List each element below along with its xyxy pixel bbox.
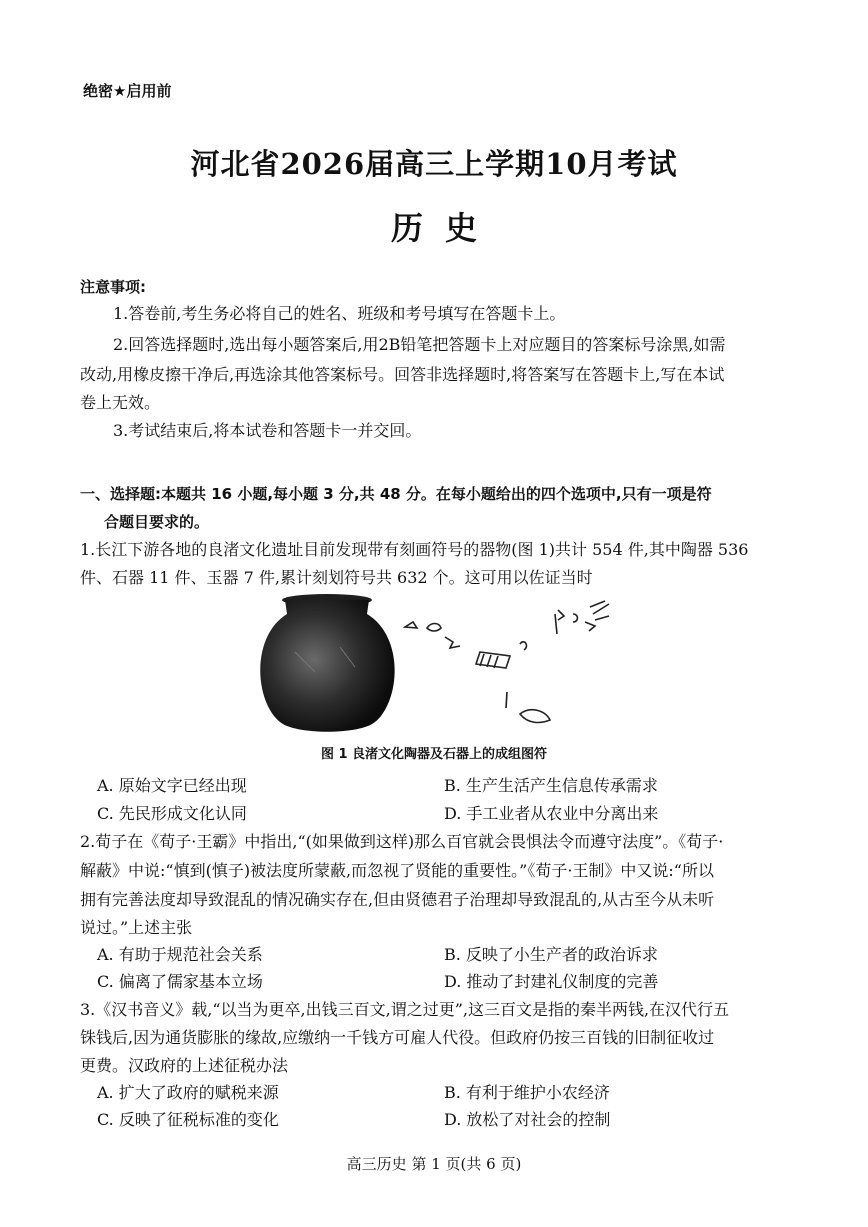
note-item: 卷上无效。 — [80, 393, 161, 412]
question-2-line: 解蔽》中说:“慎到(慎子)被法度所蒙蔽,而忽视了贤能的重要性。”《荀子·王制》中又说:“所以 — [80, 861, 714, 880]
figure-caption: 图 1 良渚文化陶器及石器上的成组图符 — [320, 747, 548, 762]
note-item: 2.回答选择题时,选出每小题答案后,用2B铅笔把答题卡上对应题目的答案标号涂黑,如需 — [113, 335, 726, 354]
note-item: 改动,用橡皮擦干净后,再选涂其他答案标号。回答非选择题时,将答案写在答题卡上,写在本试 — [80, 365, 725, 384]
question-3-line: 3.《汉书音义》载,“以当为更卒,出钱三百文,谓之过更”,这三百文是指的秦半两钱,在汉代行五 — [80, 1000, 730, 1019]
note-item: 3.考试结束后,将本试卷和答题卡一并交回。 — [113, 421, 422, 440]
option-c[interactable]: C. 反映了征税标准的变化 — [97, 1110, 279, 1129]
question-2-line: 2.荀子在《荀子·王霸》中指出,“(如果做到这样)那么百官就会畏惧法令而遵守法度”。《荀子· — [80, 832, 724, 851]
section-heading-cont: 合题目要求的。 — [104, 513, 210, 531]
question-1-line: 1.长江下游各地的良渚文化遗址目前发现带有刻画符号的器物(图 1)共计 554 件,其中陶器 536 — [80, 540, 749, 559]
option-b[interactable]: B. 生产生活产生信息传承需求 — [444, 776, 658, 795]
question-2-line: 说过。”上述主张 — [80, 918, 193, 937]
option-d[interactable]: D. 放松了对社会的控制 — [444, 1110, 611, 1129]
question-3-line: 铢钱后,因为通货膨胀的缘故,应缴纳一千钱方可雇人代役。但政府仍按三百钱的旧制征收过 — [80, 1028, 715, 1047]
liangzhu-pottery-figure — [255, 592, 635, 737]
option-d[interactable]: D. 手工业者从农业中分离出来 — [444, 804, 659, 823]
section-heading: 一、选择题:本题共 16 小题,每小题 3 分,共 48 分。在每小题给出的四个选项中,只有一项是符 — [80, 485, 712, 503]
question-1-line: 件、石器 11 件、玉器 7 件,累计刻划符号共 632 个。这可用以佐证当时 — [80, 568, 593, 587]
question-2-line: 拥有完善法度却导致混乱的情况确实存在,但由贤德君子治理却导致混乱的,从古至今从未听 — [80, 890, 715, 909]
confidential-label: 绝密★启用前 — [83, 82, 172, 100]
pottery-illustration — [255, 592, 635, 737]
note-item: 1.答卷前,考生务必将自己的姓名、班级和考号填写在答题卡上。 — [113, 304, 566, 323]
option-a[interactable]: A. 有助于规范社会关系 — [97, 945, 263, 964]
option-d[interactable]: D. 推动了封建礼仪制度的完善 — [444, 972, 659, 991]
option-c[interactable]: C. 先民形成文化认同 — [97, 804, 247, 823]
option-a[interactable]: A. 扩大了政府的赋税来源 — [97, 1083, 279, 1102]
exam-title: 河北省2026届高三上学期10月考试 — [190, 147, 678, 181]
notes-heading: 注意事项: — [80, 278, 146, 296]
option-c[interactable]: C. 偏离了儒家基本立场 — [97, 972, 263, 991]
option-b[interactable]: B. 有利于维护小农经济 — [444, 1083, 610, 1102]
option-a[interactable]: A. 原始文字已经出现 — [97, 776, 247, 795]
question-3-line: 更费。汉政府的上述征税办法 — [80, 1056, 289, 1075]
page-footer: 高三历史 第 1 页(共 6 页) — [346, 1155, 522, 1173]
subject-title: 历史 — [390, 209, 499, 247]
option-b[interactable]: B. 反映了小生产者的政治诉求 — [444, 945, 658, 964]
